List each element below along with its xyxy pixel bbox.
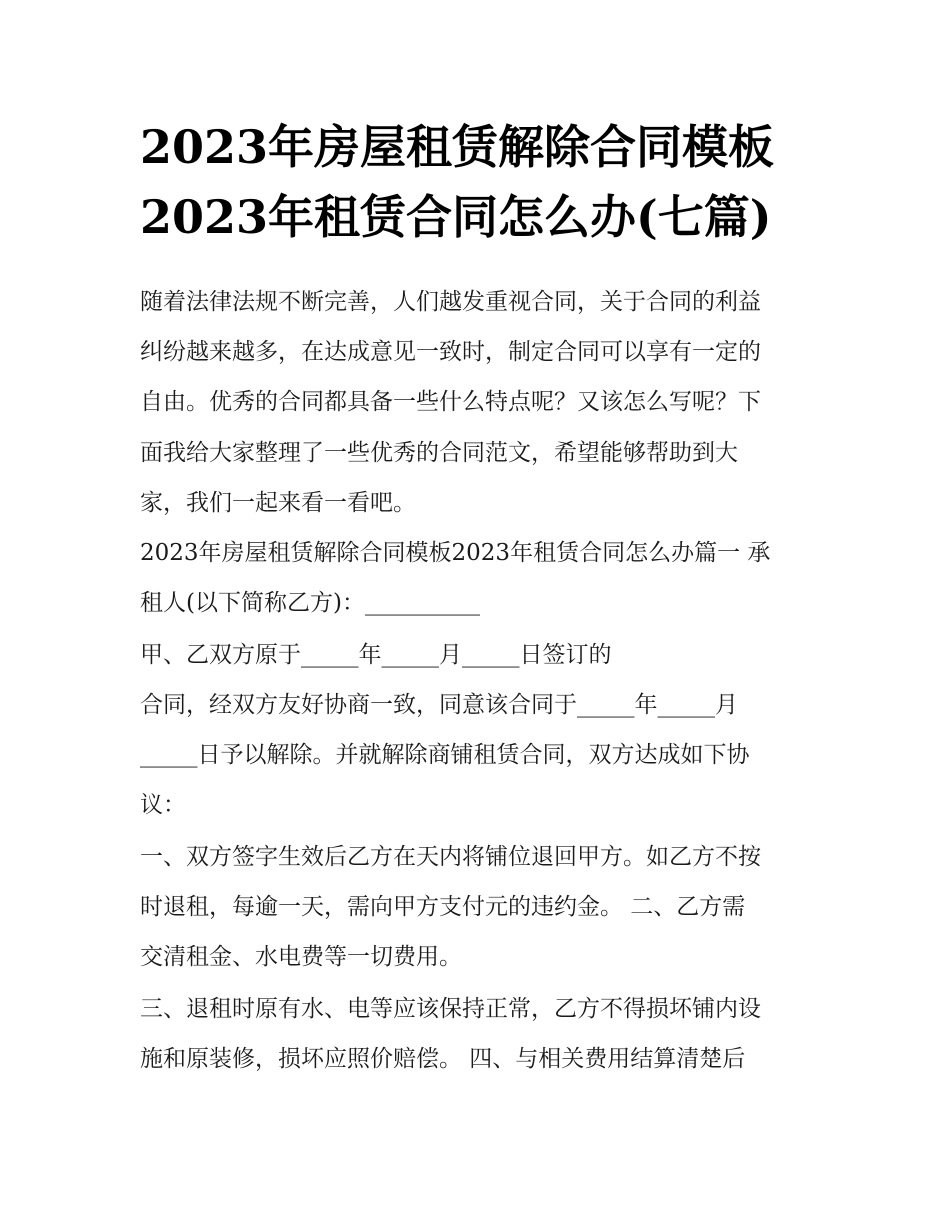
body-line: 甲、乙双方原于_____年_____月_____日签订的 [140, 642, 612, 668]
body-line: 合同，经双方友好协商一致，同意该合同于_____年_____月 [140, 692, 738, 718]
document-title [140, 112, 830, 252]
body-line: 自由。优秀的合同都具备一些什么特点呢？又该怎么写呢？下 [140, 389, 761, 415]
body-line: _____日予以解除。并就解除商铺租赁合同，双方达成如下协 [140, 742, 750, 768]
title-line-2: 2023年租赁合同怎么办(七篇) [140, 190, 772, 244]
body-line: 面我给大家整理了一些优秀的合同范文，希望能够帮助到大 [140, 440, 738, 466]
body-line: 随着法律法规不断完善，人们越发重视合同，关于合同的利益 [140, 289, 761, 315]
body-line: 一、双方签字生效后乙方在天内将铺位退回甲方。如乙方不按 [140, 844, 761, 870]
body-line: 家，我们一起来看一看吧。 [140, 490, 416, 516]
body-line: 施和原装修，损坏应照价赔偿。 四、与相关费用结算清楚后 [140, 1046, 746, 1072]
body-line: 时退租，每逾一天，需向甲方支付元的违约金。 二、乙方需 [140, 894, 746, 920]
title-line-1: 2023年房屋租赁解除合同模板 [140, 120, 775, 174]
body-line: 纠纷越来越多，在达成意见一致时，制定合同可以享有一定的 [140, 339, 761, 365]
body-line: 租人(以下简称乙方)：__________ [140, 590, 480, 616]
body-line: 三、退租时原有水、电等应该保持正常，乙方不得损坏铺内设 [140, 996, 761, 1022]
body-line: 议： [140, 792, 186, 818]
body-line: 交清租金、水电费等一切费用。 [140, 944, 462, 970]
body-line: 2023年房屋租赁解除合同模板2023年租赁合同怎么办篇一 承 [140, 540, 771, 566]
